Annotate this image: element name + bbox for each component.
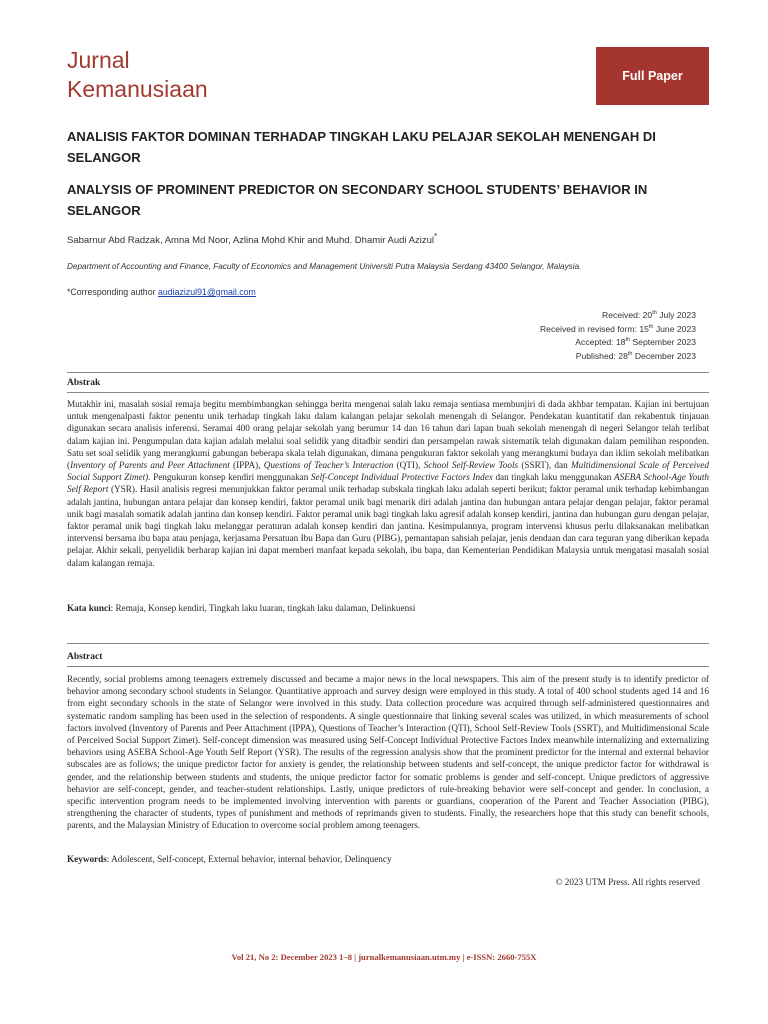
keywords-text: : Adolescent, Self-concept, External behavior, internal behavior, Delinquency [106,854,392,864]
date-published: Published: 28th December 2023 [575,350,696,361]
divider [67,392,709,393]
keywords-label: Keywords [67,854,107,864]
journal-title-line2: Kemanusiaan [67,76,208,102]
author-list [67,232,437,246]
corresponding-email-link[interactable]: audiazizul91@gmail.com [157,287,256,297]
date-revised: Received in revised form: 15th June 2023 [539,323,696,334]
journal-footer: Vol 21, No 2: December 2023 1–8 | jurnalkemanusiaan.utm.my | e-ISSN: 2660-755X [231,952,537,962]
divider [67,643,709,644]
abstract-heading: Abstract [67,652,103,662]
divider [67,372,709,373]
divider [67,666,709,667]
title-english: ANALYSIS OF PROMINENT PREDICTOR ON SECONDARY SCHOOL STUDENTS’ BEHAVIOR IN SELANGOR [67,182,648,218]
author-mark: * [434,232,438,241]
corresponding-author [67,287,256,297]
abstrak-heading: Abstrak [67,378,101,388]
copyright: © 2023 UTM Press. All rights reserved [555,877,700,887]
kata-kunci [67,603,709,613]
abstrak-text: Mutakhir ini, masalah sosial remaja begitu membimbangkan sehingga berita mengenai salah laku remaja sentiasa membunjiri di dada akhbar tempatan. Kajian ini bertujuan untuk mengenalpasti faktor penentu unik terhadap tingkah laku dalam kalangan pelajar sekolah menengah di Selangor. Pendekatan kuantitatif dan rekabentuk tinjauan digunakan secara analisis inferensi. Seramai 400 orang pelajar sekolah yang berumur 14 dan 16 tahun dari lapan buah sekolah menengah di negeri Selangor telah terlibat dalam kajian ini. Pengumpulan data kajian adalah melalui soal selidik yang ditadbir sendiri dan persampelan rawak sistematik telah digunakan dalam pemilihan responden. Satu set soal selidik yang merangkumi gabungan beberapa skala telah digunakan, dimana pengukuran faktor sekolah yang merangkumi budaya dan iklim sekolah melibatkan (Inventory of Parents and Peer Attachment (IPPA), Questions of Teacher’s Interaction (QTI), School Self-Review Tools (SSRT), dan Multidimensional Scale of Perceived Social Support Zimet). Pengukuran konsep kendiri menggunakan Self-Concept Individual Protective Factors Index dan tingkah laku menggunakan ASEBA School-Age Youth Self Report (YSR). Hasil analisis regresi menunjukkan faktor peramal unik terhadap subskala tingkah laku adalah seperti berikut; faktor peramal unik terhadap kebimbangan adalah jantina, hubungan antara pelajar dan konsep kendiri, faktor peramal unik bagi menarik diri adalah jantina dan hubungan antara pelajar dengan pelajar, faktor peramal unik bagi masalah somatik adalah jantina dan konsep kendiri. Faktor peramal unik bagi tingkah laku agresif adalah konsep kendiri, jantina dan hubungan guru dengan pelajar, faktor peramal unik bagi tingkah laku melanggar peraturan adalah konsep kendiri dan jantina. Kesimpulannya, program intervensi khusus perlu dilaksanakan melibatkan intervensi bersama ibu bapa atau penjaga, kerjasama Persatuan Ibu Bapa dan Guru (PIBG), pemantapan sahsiah pelajar, jenis dendaan dan cara teguran yang diberikan kepada pelajar. Akhir sekali, penyelidik berharap kajian ini dapat memberi manfaat kepada sekolah, ibu bapa, dan Kementerian Pendidikan Malaysia untuk mengatasi masalah sosial dalam kalangan remaja. [67,399,709,568]
kata-kunci-text: : Remaja, Konsep kendiri, Tingkah laku luaran, tingkah laku dalaman, Delinkuensi [110,603,416,613]
journal-title [67,46,208,104]
journal-title-line1: Jurnal [67,47,130,73]
title-malay: ANALISIS FAKTOR DOMINAN TERHADAP TINGKAH LAKU PELAJAR SEKOLAH MENENGAH DI SELANGOR [67,129,656,165]
affiliation: Department of Accounting and Finance, Faculty of Economics and Management Universiti Putra Malaysia Serdang 43400 Selangor, Malaysia. [67,262,582,271]
author-names: Sabarnur Abd Radzak, Amna Md Noor, Azlina Mohd Khir and Muhd. Dhamir Audi Azizul [67,235,435,247]
keywords [67,854,709,864]
corresponding-label: *Corresponding author [67,287,156,297]
article-dates [540,309,696,363]
full-paper-badge: Full Paper [596,47,709,105]
date-received: Received: 20th July 2023 [602,310,696,320]
kata-kunci-label: Kata kunci [67,603,111,613]
date-accepted: Accepted: 18th September 2023 [575,337,696,347]
abstract-text: Recently, social problems among teenagers extremely discussed and became a major news in the local newspapers. This aim of the present study is to identify predictor of behavior among secondary school students in Selangor. Quantitative approach and survey design were employed in this study. A total of 400 school students aged 14 and 16 from eight secondary schools in the state of Selangor were involved in this study. Data collection procedure was acquired through self-administered questionnaires and systematic random sampling has been used in the selection of respondents. A single questionnaire that linking several scales was utilized, in which measurements of school factors involved (Inventory of Parents and Peer Attachment (IPPA), Questions of Teacher’s Interaction (QTI), School Self-Review Tools (SSRT), and Multidimensional Scale of Perceived Social Support Zimet). Self-concept dimension was measured using Self-Concept Individual Protective Factors Index meanwhile internalizing and externalizing behaviors using ASEBA School-Age Youth Self Report (YSR). The results of the regression analysis show that the prominent predictor for the internal and external behavior subscales are as follows; the unique predictor factor for anxiety is gender, the relationship between students and self-concept, the unique predictor factor for withdrawal is gender, and the relationship between students and students, the unique predictor factor for somatic problems is gender and self-concept. Unique predictors of aggressive behavior are self-concept, gender, and teacher-student relationships. Lastly, unique predictors of rule-breaking behavior were self-concept and gender. In conclusion, a specific intervention program needs to be implemented involving intervention with parents or guardians, cooperation of the Parent and Teacher Association (PIBG), strengthening the character of students, types of punishment and methods of reprimands given to students. Finally, the researchers hope that this study can benefit schools, parents, and the Malaysian Ministry of Education to overcome social problem among teenagers. [67,674,709,831]
